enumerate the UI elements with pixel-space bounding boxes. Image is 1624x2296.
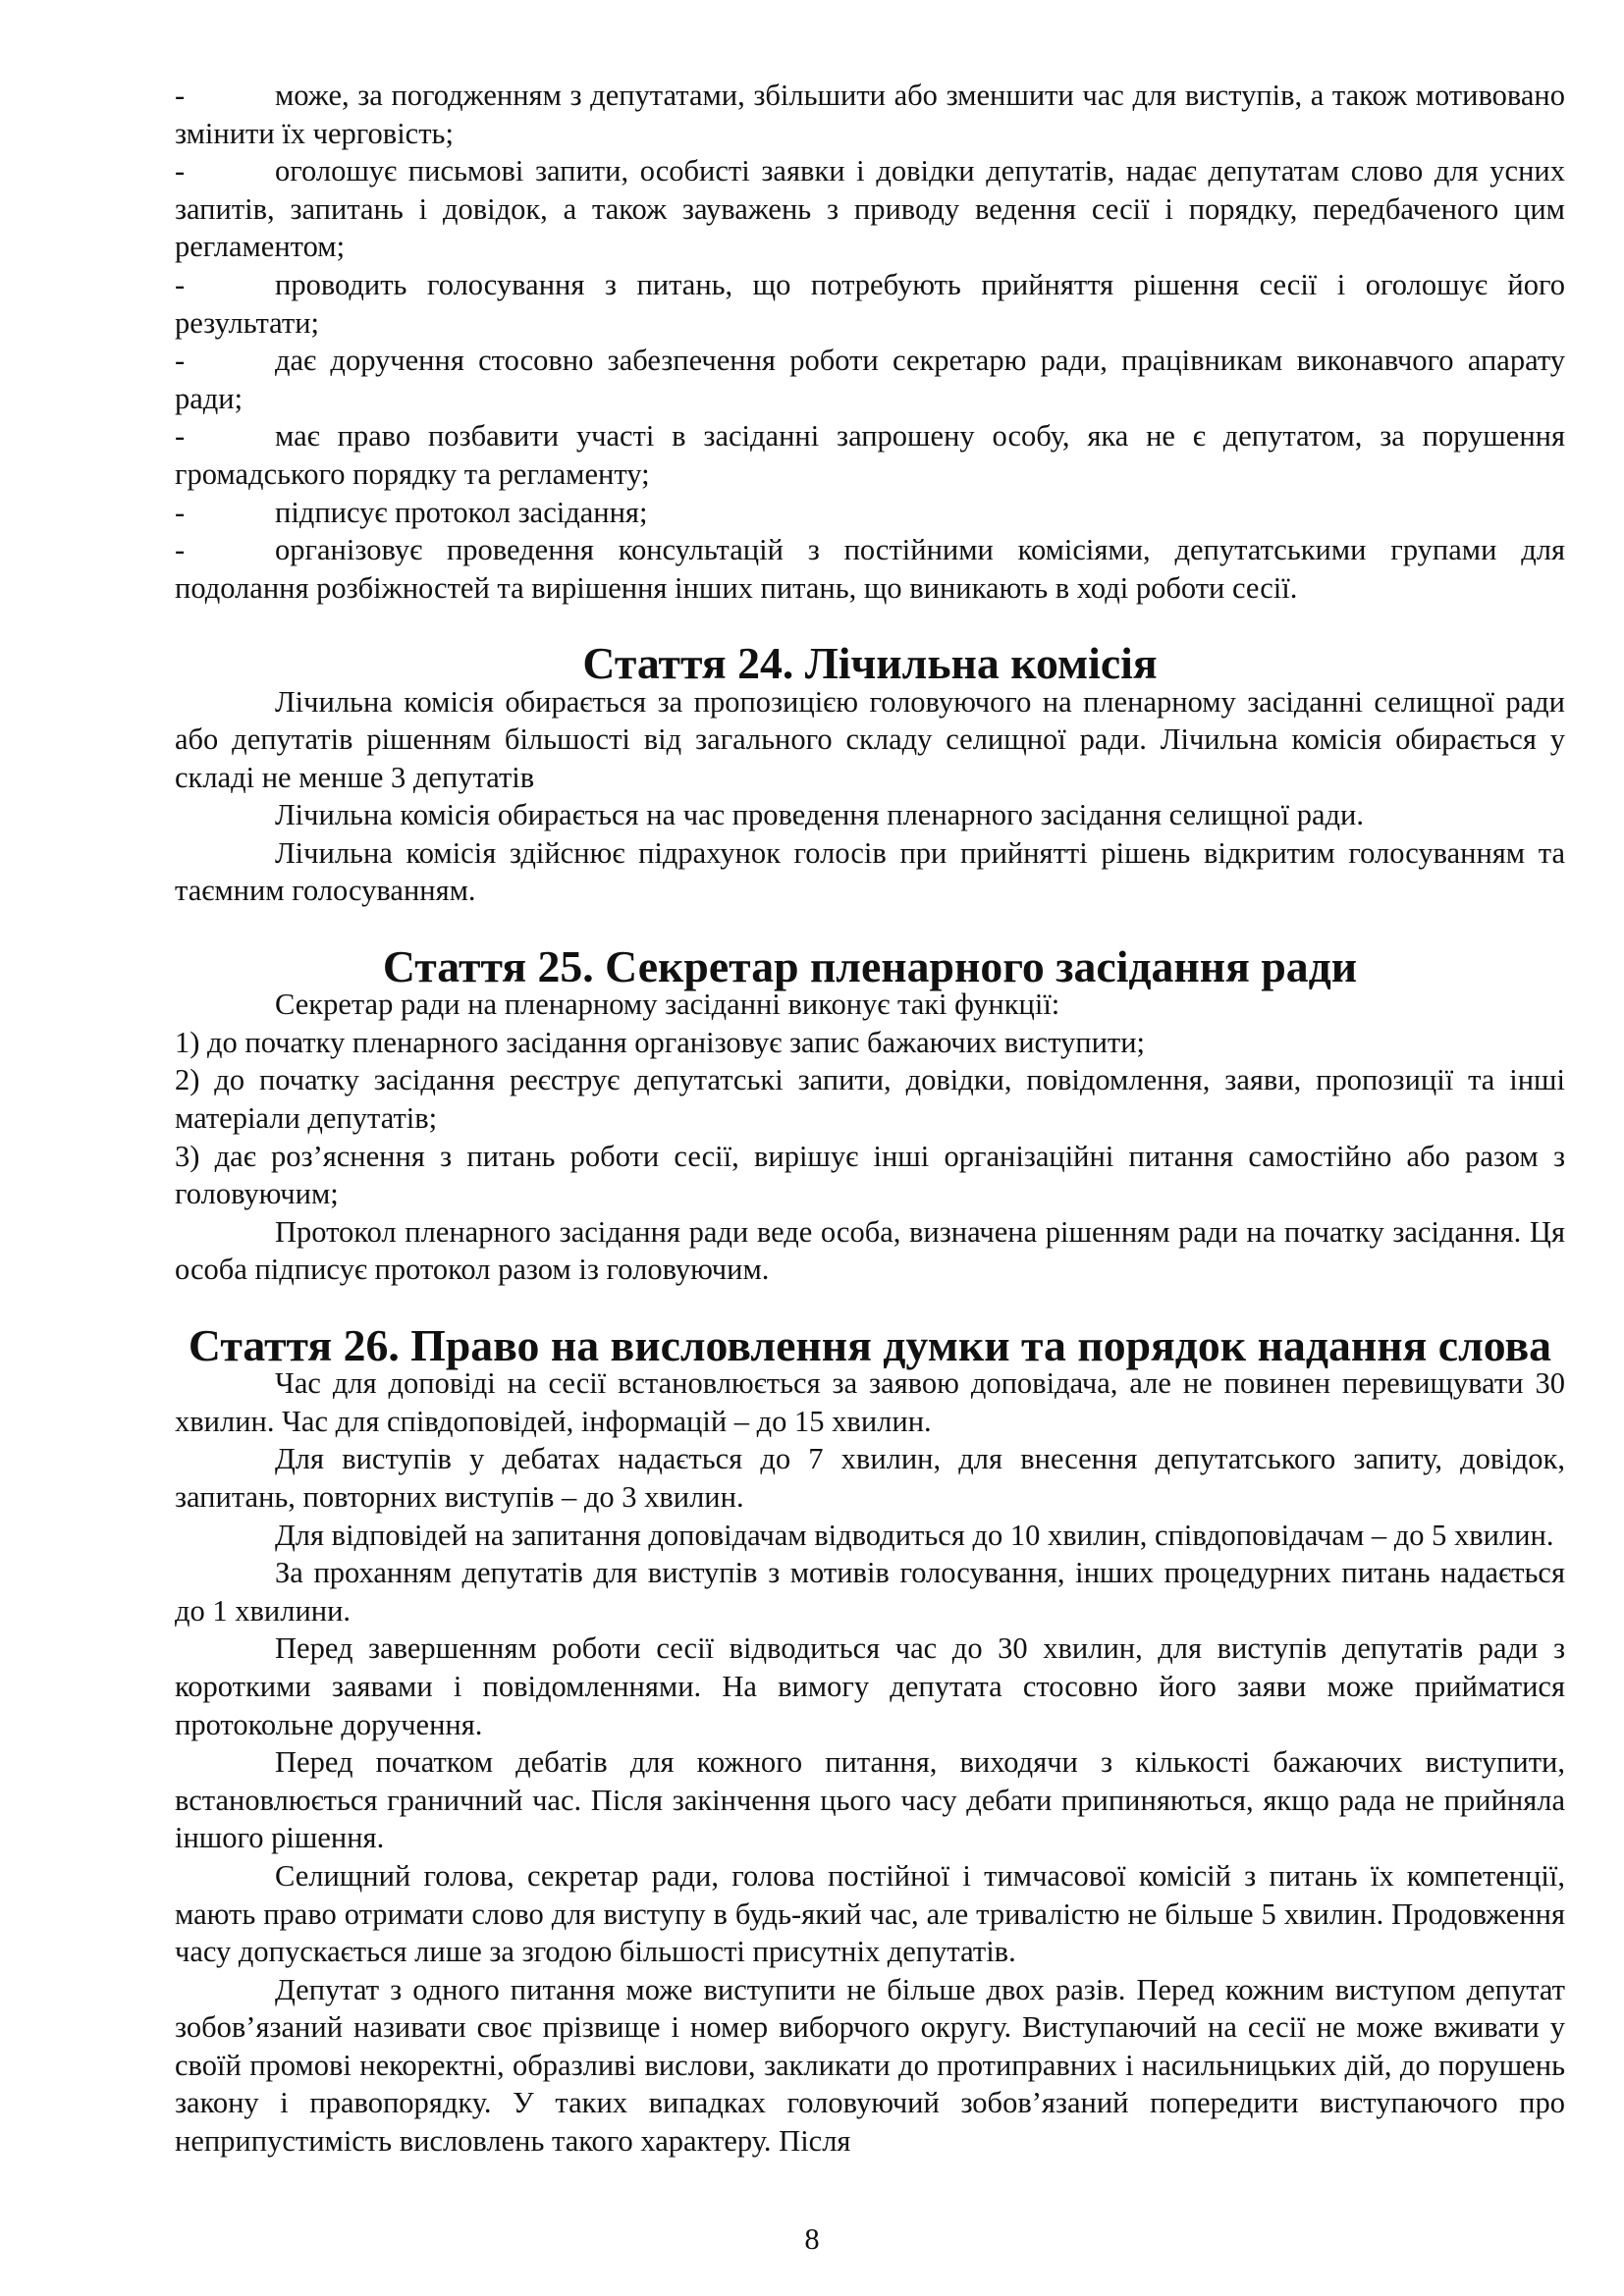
list-dash: - [175, 79, 186, 112]
article-24-paragraph: Лічильна комісія здійснює підрахунок голосів при прийнятті рішень відкритим голосуванням та таємним голосуванням. [175, 835, 1565, 908]
list-item [175, 266, 1565, 342]
list-item [175, 494, 1565, 532]
article-26-paragraph: Перед завершенням роботи сесії відводиться час до 30 хвилин, для виступів депутатів ради з короткими заявами і повідомленнями. На вимогу депутата стосовно його заяви може прийматися протокольне доручення. [175, 1631, 1565, 1741]
list-item [175, 77, 1565, 152]
article-26-paragraph: Для відповідей на запитання доповідачам відводиться до 10 хвилин, співдоповідачам – до 5 хвилин. [275, 1518, 1554, 1552]
article-26-paragraph: Час для доповіді на сесії встановлюється за заявою доповідача, але не повинен перевищувати 30 хвилин. Час для співдоповідей, інформацій – до 15 хвилин. [175, 1366, 1565, 1438]
list-item [175, 531, 1565, 607]
list-item [175, 417, 1565, 493]
article-25-closing: Протокол пленарного засідання ради веде особа, визначена рішенням ради на початку засідання. Ця особа підписує протокол разом із головуючим. [175, 1214, 1565, 1287]
article-26-paragraph: За проханням депутатів для виступів з мотивів голосування, інших процедурних питань надається до 1 хвилини. [175, 1556, 1565, 1628]
article-26-paragraph: Депутат з одного питання може виступити не більше двох разів. Перед кожним виступом депутат зобов’язаний називати своє прізвище і номер виборчого округу. Виступаючий на сесії не може вживати у своїй промові некоректні, образливі вислови, закликати до протиправних і насильницьких дій, до порушень закону і правопорядку. У таких випадках головуючий зобов’язаний попередити виступаючого про неприпустимість висловлень такого характеру. Після [175, 1972, 1565, 2159]
list-dash: - [175, 533, 186, 567]
list-dash: - [175, 495, 186, 529]
list-item-text: підписує протокол засідання; [275, 495, 648, 529]
article-25 [175, 940, 1565, 1289]
article-26-paragraph: Селищний голова, секретар ради, голова постійної і тимчасової комісій з питань їх компетенції, мають право отримати слово для виступу в будь-який час, але тривалістю не більше 5 хвилин. Продовження часу допускається лише за згодою більшості присутніх депутатів. [175, 1858, 1565, 1969]
list-item [175, 342, 1565, 417]
article-24-heading: Стаття 24. Лічильна комісія [582, 637, 1158, 688]
article-24-paragraph: Лічильна комісія обирається за пропозицією головуючого на пленарному засіданні селищної ради або депутатів рішенням більшості від загального складу селищної ради. Лічильна комісія обирається у складі не менше 3 депутатів [175, 684, 1565, 794]
numbered-item: 1) до початку пленарного засідання організовує запис бажаючих виступити; [175, 1025, 1146, 1059]
article-25-intro: Секретар ради на пленарному засіданні виконує такі функції: [275, 988, 1060, 1022]
article-25-heading: Стаття 25. Секретар пленарного засідання ради [382, 940, 1358, 991]
numbered-item: 2) до початку засідання реєструє депутатські запити, довідки, повідомлення, заяви, пропозиції та інші матеріали депутатів; [175, 1063, 1565, 1136]
article-26-heading: Стаття 26. Право на висловлення думки та порядок надання слова [188, 1319, 1552, 1370]
list-dash: - [175, 344, 186, 378]
list-dash: - [175, 154, 186, 188]
list-item-text: може, за погодженням з депутатами, збільшити або зменшити час для виступів, а також мотивовано змінити їх черговість; [175, 79, 1565, 150]
list-item-text: оголошує письмові запити, особисті заявки і довідки депутатів, надає депутатам слово для усних запитів, запитань і довідок, а також зауважень з приводу ведення сесії і порядку, передбаченого цим регламентом; [175, 154, 1565, 264]
article-24 [175, 637, 1565, 910]
article-24-paragraph: Лічильна комісія обирається на час проведення пленарного засідання селищної ради. [275, 798, 1365, 832]
article-26-paragraph: Для виступів у дебатах надається до 7 хвилин, для внесення депутатського запиту, довідок, запитань, повторних виступів – до 3 хвилин. [175, 1442, 1565, 1514]
article-26-paragraph: Перед початком дебатів для кожного питання, виходячи з кількості бажаючих виступити, встановлюється граничний час. Після закінчення цього часу дебати припиняються, якщо рада не прийняла іншого рішення. [175, 1745, 1565, 1855]
list-dash: - [175, 419, 186, 454]
list-item [175, 152, 1565, 266]
list-item-text: має право позбавити участі в засіданні запрошену особу, яка не є депутатом, за порушення громадського порядку та регламенту; [175, 419, 1565, 491]
list-item-text: дає доручення стосовно забезпечення роботи секретарю ради, працівникам виконавчого апарату ради; [175, 344, 1565, 415]
page-number: 8 [804, 2222, 820, 2256]
list-item-text: організовує проведення консультацій з постійними комісіями, депутатськими групами для подолання розбіжностей та вирішення інших питань, що виникають в ході роботи сесії. [175, 533, 1565, 605]
list-dash: - [175, 267, 186, 301]
document-page [175, 77, 1565, 2161]
chairman-duties-list [175, 77, 1565, 607]
numbered-item: 3) дає роз’яснення з питань роботи сесії, вирішує інші організаційні питання самостійно або разом з головуючим; [175, 1139, 1565, 1211]
list-item-text: проводить голосування з питань, що потребують прийняття рішення сесії і оголошує його результати; [175, 267, 1565, 340]
article-26 [175, 1319, 1565, 2161]
